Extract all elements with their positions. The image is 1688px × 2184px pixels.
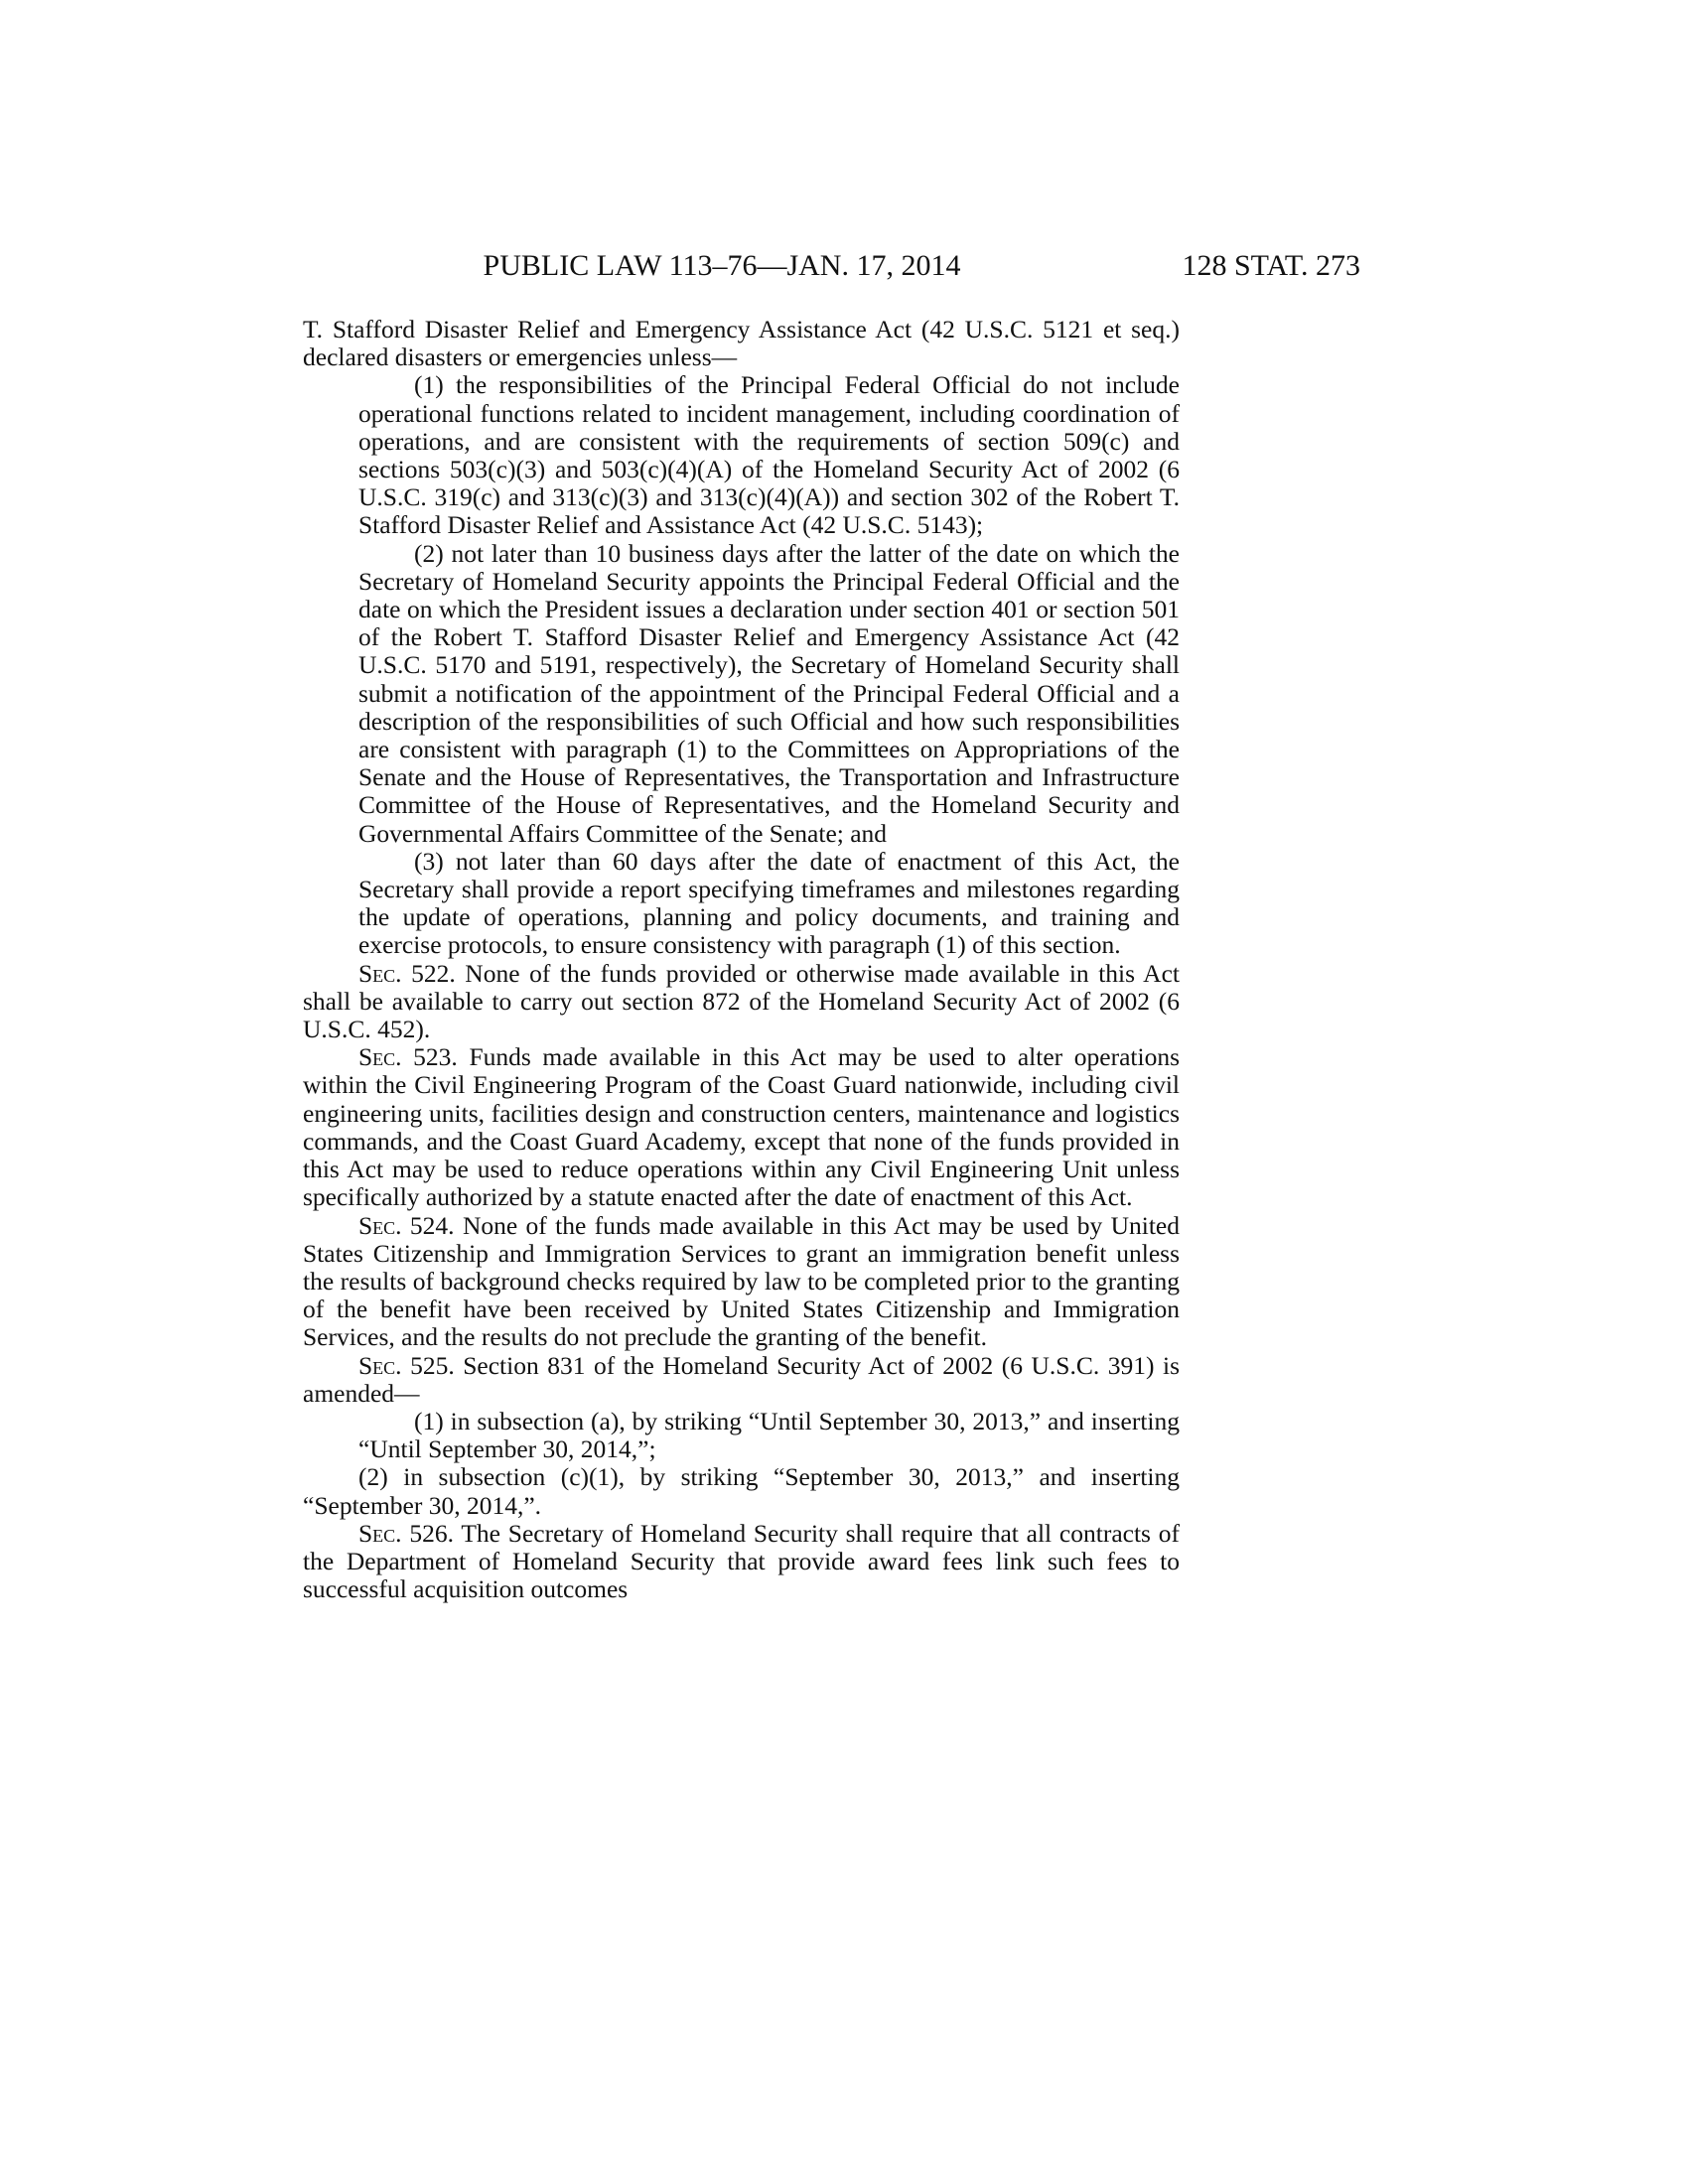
section-526-text: The Secretary of Homeland Security shall require that all contracts of the Department of Homeland Security that provide award fees link such fees to successful acquisition outcomes <box>303 1518 1181 1604</box>
document-body <box>303 316 1180 1603</box>
section-525-text: Section 831 of the Homeland Security Act of 2002 (6 U.S.C. 391) is amended— <box>303 1350 1181 1408</box>
section-522-label: Sec. 522. <box>358 958 456 988</box>
condition-item-3: (3) not later than 60 days after the date of enactment of this Act, the Secretary shall provide a report specifying timeframes and milestones regarding the update of operations, planning and policy documents, and training and exercise protocols, to ensure consistency with paragraph (1) of this section. <box>358 846 1180 960</box>
section-526 <box>303 1520 1180 1604</box>
section-524 <box>303 1212 1180 1352</box>
section-525-item-2: (2) in subsection (c)(1), by striking “September 30, 2013,” and inserting “September 30, 2014,”. <box>303 1462 1180 1520</box>
section-524-text: None of the funds made available in this Act may be used by United States Citizenship and Immigration Services to grant an immigration benefit unless the results of background checks required by law to be completed prior to the granting of the benefit have been received by United States Citizenship and Immigration Services, and the results do not preclude the granting of the benefit. <box>303 1210 1181 1352</box>
statute-page-number: 128 STAT. 273 <box>1182 249 1360 282</box>
conditions-list <box>303 371 1180 959</box>
section-524-label: Sec. 524. <box>358 1210 455 1240</box>
section-526-label: Sec. 526. <box>358 1518 454 1548</box>
section-523 <box>303 1043 1180 1211</box>
section-522 <box>303 960 1180 1044</box>
header-title: PUBLIC LAW 113–76—JAN. 17, 2014 <box>483 249 961 282</box>
section-523-text: Funds made available in this Act may be used to alter operations within the Civil Engineering Program of the Coast Guard nationwide, including civil engineering units, facilities design and construction centers, maintenance and logistics commands, and the Coast Guard Academy, except that none of the funds provided in this Act may be used to reduce operations within any Civil Engineering Unit unless specifically authorized by a statute enacted after the date of enactment of this Act. <box>303 1042 1181 1212</box>
section-523-label: Sec. 523. <box>358 1042 458 1072</box>
section-525-amendments <box>303 1408 1180 1463</box>
running-header <box>0 246 1688 286</box>
section-525-item-1: (1) in subsection (a), by striking “Until September 30, 2013,” and inserting “Until September 30, 2014,”; <box>358 1406 1180 1464</box>
condition-item-2: (2) not later than 10 business days after the latter of the date on which the Secretary of Homeland Security appoints the Principal Federal Official and the date on which the President issues a declaration under section 401 or section 501 of the Robert T. Stafford Disaster Relief and Emergency Assistance Act (42 U.S.C. 5170 and 5191, respectively), the Secretary of Homeland Security shall submit a notification of the appointment of the Principal Federal Official and a description of the responsibilities of such Official and how such responsibilities are consistent with paragraph (1) to the Committees on Appropriations of the Senate and the House of Representatives, the Transportation and Infrastructure Committee of the House of Representatives, and the Homeland Security and Governmental Affairs Committee of the Senate; and <box>358 538 1180 848</box>
intro-paragraph: T. Stafford Disaster Relief and Emergency Assistance Act (42 U.S.C. 5121 et seq.) declared disasters or emergencies unless— <box>303 315 1180 372</box>
section-522-text: None of the funds provided or otherwise made available in this Act shall be available to carry out section 872 of the Homeland Security Act of 2002 (6 U.S.C. 452). <box>303 958 1181 1044</box>
condition-item-1: (1) the responsibilities of the Principal Federal Official do not include operational functions related to incident management, including coordination of operations, and are consistent with the requirements of section 509(c) and sections 503(c)(3) and 503(c)(4)(A) of the Homeland Security Act of 2002 (6 U.S.C. 319(c) and 313(c)(3) and 313(c)(4)(A)) and section 302 of the Robert T. Stafford Disaster Relief and Assistance Act (42 U.S.C. 5143); <box>358 370 1180 540</box>
section-525-label: Sec. 525. <box>358 1350 455 1380</box>
section-525 <box>303 1352 1180 1408</box>
